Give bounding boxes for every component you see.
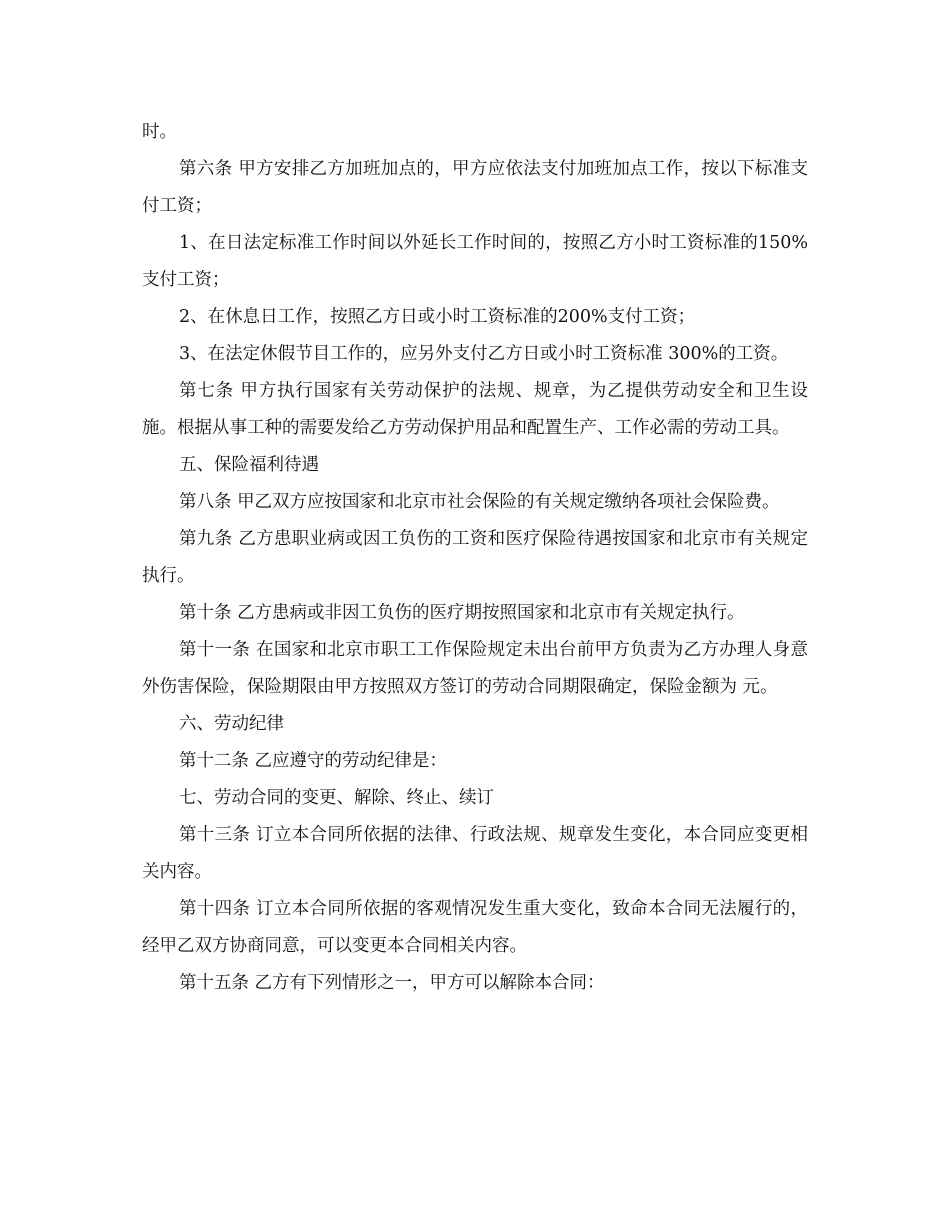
paragraph-item-1: 1、在日法定标准工作时间以外延长工作时间的，按照乙方小时工资标准的150%支付工资； (142, 233, 808, 290)
paragraph-article-13: 第十三条 订立本合同所依据的法律、行政法规、规章发生变化，本合同应变更相关内容。 (142, 825, 808, 882)
paragraph-article-12: 第十二条 乙应遵守的劳动纪律是： (179, 751, 448, 771)
paragraph-item-2: 2、在休息日工作，按照乙方日或小时工资标准的200%支付工资； (179, 307, 696, 327)
section-heading-contract-changes: 七、劳动合同的变更、解除、终止、续订 (179, 788, 494, 808)
paragraph-article-6: 第六条 甲方安排乙方加班加点的，甲方应依法支付加班加点工作，按以下标准支付工资； (142, 159, 808, 216)
paragraph-article-8: 第八条 甲乙双方应按国家和北京市社会保险的有关规定缴纳各项社会保险费。 (179, 492, 780, 512)
paragraph-continuation: 时。 (142, 122, 177, 142)
paragraph-article-14: 第十四条 订立本合同所依据的客观情况发生重大变化，致命本合同无法履行的，经甲乙双方协商同意，可以变更本合同相关内容。 (142, 899, 808, 956)
paragraph-article-9: 第九条 乙方患职业病或因工负伤的工资和医疗保险待遇按国家和北京市有关规定执行。 (142, 529, 808, 586)
paragraph-item-3: 3、在法定休假节目工作的，应另外支付乙方日或小时工资标准 300%的工资。 (179, 344, 789, 364)
section-heading-discipline: 六、劳动纪律 (179, 714, 284, 734)
paragraph-article-10: 第十条 乙方患病或非因工负伤的医疗期按照国家和北京市有关规定执行。 (179, 603, 745, 623)
paragraph-article-15: 第十五条 乙方有下列情形之一，甲方可以解除本合同： (179, 973, 605, 993)
section-heading-insurance: 五、保险福利待遇 (179, 455, 319, 475)
document-body (142, 114, 808, 1002)
paragraph-article-7: 第七条 甲方执行国家有关劳动保护的法规、规章，为乙提供劳动安全和卫生设施。根据从事工种的需要发给乙方劳动保护用品和配置生产、工作必需的劳动工具。 (142, 381, 808, 438)
paragraph-article-11: 第十一条 在国家和北京市职工工作保险规定未出台前甲方负责为乙方办理人身意外伤害保险，保险期限由甲方按照双方签订的劳动合同期限确定，保险金额为 元。 (142, 640, 808, 697)
